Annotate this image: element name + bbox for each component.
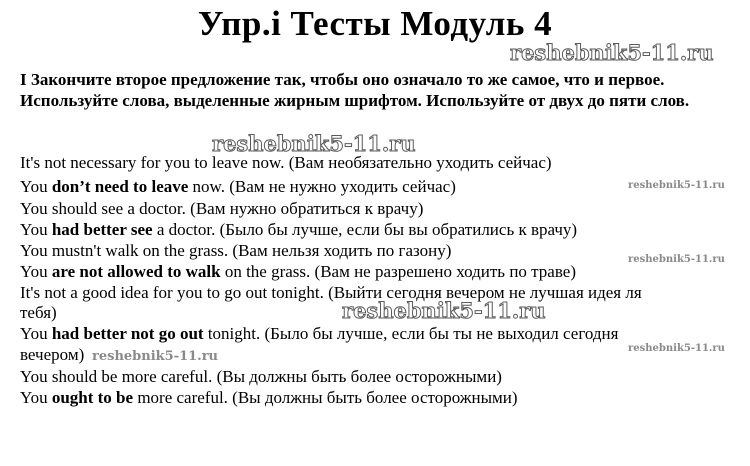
watermark: reshebnik5-11.ru (628, 254, 725, 265)
answer-text: had better not go out (51, 324, 204, 343)
sentence-text: You should be more careful. (Вы должны быть более осторожными) (20, 367, 502, 386)
sentence-text: You (20, 388, 52, 407)
sentence-line (20, 176, 456, 197)
sentence-text: вечером) (20, 345, 85, 364)
sentence-line (20, 323, 618, 344)
sentence-text: more careful. (Вы должны быть более осторожными) (133, 388, 518, 407)
watermark: reshebnik5-11.ru (628, 343, 725, 354)
sentence-line (20, 152, 552, 173)
sentence-text: It's not a good idea for you to go out tonight. (Выйти сегодня вечером не лучшая идея ля (20, 283, 642, 302)
page-title: Упр.i Тесты Модуль 4 (197, 4, 553, 43)
sentence-text: You (20, 177, 52, 196)
sentence-line (20, 302, 57, 323)
answer-text: ought to be (51, 388, 134, 407)
sentence-line (20, 282, 642, 303)
sentence-text: on the grass. (Вам не разрешено ходить по траве) (220, 262, 576, 281)
watermark: reshebnik5-11.ru (92, 349, 219, 364)
sentence-text: tonight. (Было бы лучше, если бы ты не выходил сегодня (203, 324, 619, 343)
sentence-line (20, 261, 576, 282)
sentence-line (20, 366, 502, 387)
sentence-line (20, 240, 451, 261)
sentence-text: now. (Вам не нужно уходить сейчас) (188, 177, 456, 196)
watermark: reshebnik5-11.ru (510, 40, 714, 65)
sentence-text: You mustn't walk on the grass. (Вам нельзя ходить по газону) (20, 241, 452, 260)
watermark: reshebnik5-11.ru (628, 180, 725, 191)
sentence-line (20, 344, 84, 365)
watermark: reshebnik5-11.ru (212, 131, 416, 156)
task-instruction: I Закончите второе предложение так, чтобы оно означало то же самое, что и первое. Используйте слова, выделенные жирным шрифтом. Используйте от двух до пяти слов. (20, 70, 690, 110)
sentence-line (20, 219, 577, 240)
sentence-text: a doctor. (Было бы лучше, если бы вы обратились к врачу) (152, 220, 578, 239)
sentence-line (20, 198, 423, 219)
sentence-text: тебя) (20, 303, 57, 322)
sentence-text: It's not necessary for you to leave now. (Вам необязательно уходить сейчас) (20, 153, 552, 172)
answer-text: are not allowed to walk (51, 262, 221, 281)
sentence-text: You (20, 220, 52, 239)
sentence-line (20, 387, 518, 408)
answer-text: don’t need to leave (51, 177, 189, 196)
sentence-text: You (20, 324, 52, 343)
answer-text: had better see (51, 220, 153, 239)
sentence-text: You (20, 262, 52, 281)
sentence-text: You should see a doctor. (Вам нужно обратиться к врачу) (20, 199, 424, 218)
watermark: reshebnik5-11.ru (342, 298, 546, 323)
